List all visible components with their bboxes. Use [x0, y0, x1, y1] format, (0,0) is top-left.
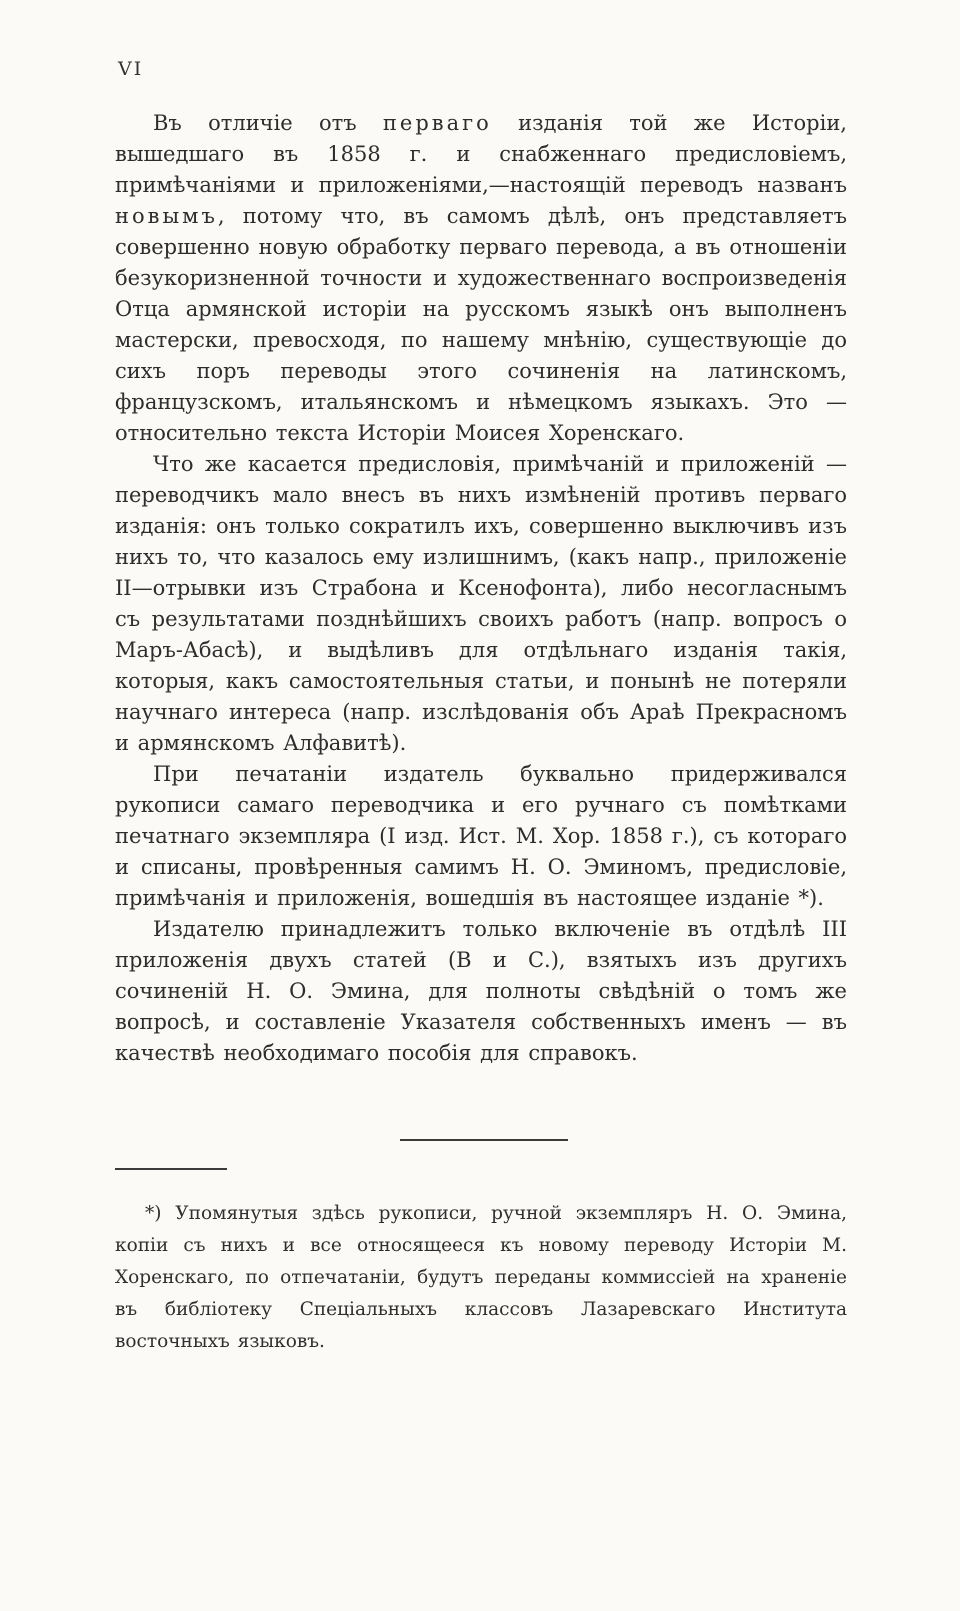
emphasized-text: перваго: [382, 111, 492, 135]
body-text: Въ отличіе отъ: [153, 111, 383, 135]
paragraph: [115, 914, 847, 1069]
paragraph: [115, 108, 847, 449]
emphasized-text: новымъ: [115, 204, 218, 228]
footnote-separator-rule: [115, 1168, 227, 1170]
page-number: VI: [118, 58, 144, 80]
body-text: изданія той же Исторіи, вышедшаго въ 1858 г. и снабженнаго предисловіемъ, примѣчаніями и приложеніями,—настоящій переводъ названъ: [115, 111, 847, 197]
paragraph: [115, 449, 847, 759]
body-text: При печатаніи издатель буквально придерживался рукописи самаго переводчика и его ручнаго съ помѣтками печатнаго экземпляра (I изд. Ист. М. Хор. 1858 г.), съ котораго и списаны, провѣренныя самимъ Н. О. Эминомъ, предисловіе, примѣчанія и приложенія, вошедшія въ настоящее изданіе *).: [115, 762, 847, 910]
body-text: Что же касается предисловія, примѣчаній и приложеній — переводчикъ мало внесъ въ нихъ измѣненій противъ перваго изданія: онъ только сократилъ ихъ, совершенно выключивъ изъ нихъ то, что казалось ему излишнимъ, (какъ напр., приложеніе II—отрывки изъ Страбона и Ксенофонта), либо несогласнымъ съ результатами позднѣйшихъ своихъ работъ (напр. вопросъ о Маръ-Абасѣ), и выдѣливъ для отдѣльнаго изданія такія, которыя, какъ самостоятельныя статьи, и понынѣ не потеряли научнаго интереса (напр. изслѣдованія объ Араѣ Прекрасномъ и армянскомъ Алфавитѣ).: [115, 452, 847, 755]
footnote-block: [115, 1198, 847, 1358]
paragraph: [115, 759, 847, 914]
body-text: , потому что, въ самомъ дѣлѣ, онъ представляетъ совершенно новую обработку перваго перевода, а въ отношеніи безукоризненной точности и художественнаго воспроизведенія Отца армянской исторіи на русскомъ языкѣ онъ выполненъ мастерски, превосходя, по нашему мнѣнію, существующіе до сихъ поръ переводы этого сочиненія на латинскомъ, французскомъ, итальянскомъ и нѣмецкомъ языкахъ. Это — относительно текста Исторіи Моисея Хоренскаго.: [115, 204, 847, 445]
body-text: Издателю принадлежитъ только включеніе въ отдѣлѣ III приложенія двухъ статей (В и С.), взятыхъ изъ другихъ сочиненій Н. О. Эмина, для полноты свѣдѣній о томъ же вопросѣ, и составленіе Указателя собственныхъ именъ — въ качествѣ необходимаго пособія для справокъ.: [115, 917, 847, 1065]
section-divider-rule: [400, 1139, 568, 1141]
footnote-text: *) Упомянутыя здѣсь рукописи, ручной экземпляръ Н. О. Эмина, копіи съ нихъ и все относящееся къ новому переводу Исторіи М. Хоренскаго, по отпечатаніи, будутъ переданы коммиссіей на храненіе въ библіотеку Спеціальныхъ классовъ Лазаревскаго Института восточныхъ языковъ.: [115, 1203, 847, 1352]
main-text-block: [115, 108, 847, 1069]
